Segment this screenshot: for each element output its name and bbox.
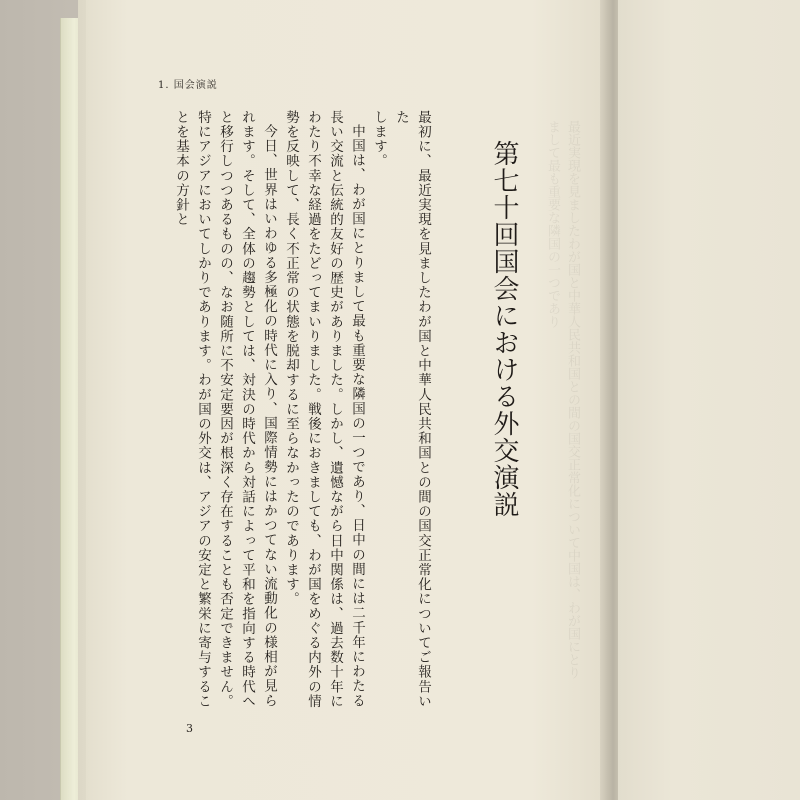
right-page xyxy=(618,0,800,800)
page-title: 第七十回国会における外交演説 xyxy=(489,140,519,518)
paragraph-continuation: します。 xyxy=(371,110,387,169)
paragraph: 中国は、わが国にとりまして最も重要な隣国の一つであり、日中の間には二千年にわたる長い交流と伝統的友好の歴史がありました。しかし、遺憾ながら日中関係は、過去数十年にわたり不幸な経過をたどってまいりました。戦後におきましても、わが国をめぐる内外の情勢を反映して、長く不正常の状態を脱却するに至らなかったのであります。 xyxy=(283,110,365,709)
show-through-text: 最近実現を見ましたわが国と中華人民共和国との間の国交正常化について中国は、わが国にとりまして最も重要な隣国の一つであり xyxy=(545,120,580,679)
paragraph: 今日、世界はいわゆる多極化の時代に入り、国際情勢にはかつてない流動化の様相が見られます。そして、全体の趨勢としては、対決の時代から対話によって平和を指向する時代へと移行しつつあるものの、なお随所に不安定要因が根深く存在することも否定できません。特にアジアにおいてしかりであります。わが国の外交は、アジアの安定と繁栄に寄与することを基本の方針と xyxy=(173,110,277,709)
body-text xyxy=(170,110,434,716)
paragraph: 最初に、最近実現を見ましたわが国と中華人民共和国との間の国交正常化についてご報告いた xyxy=(393,110,431,709)
running-head: 1. 国会演説 xyxy=(158,80,218,91)
page-number: 3 xyxy=(186,722,193,735)
